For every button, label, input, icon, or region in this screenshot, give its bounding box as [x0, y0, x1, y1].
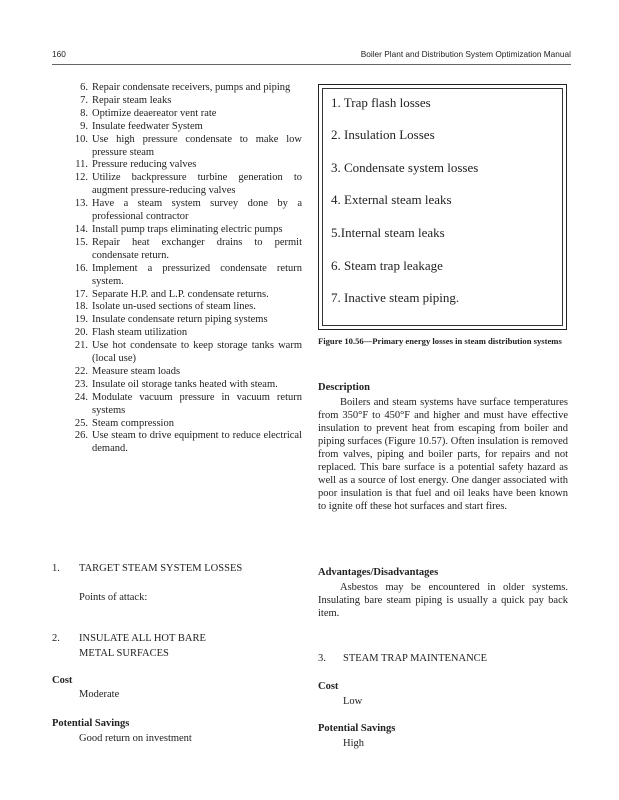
book-title: Boiler Plant and Distribution System Optimization Manual	[360, 49, 571, 59]
list-item: 23. Insulate oil storage tanks heated with steam.	[74, 378, 278, 390]
section1-title: TARGET STEAM SYSTEM LOSSES	[79, 563, 243, 574]
section2-cost-value: Moderate	[79, 689, 120, 700]
list-item: 16. Implement a pressurized condensate return system.	[74, 262, 302, 287]
section2-title-line2: METAL SURFACES	[79, 648, 169, 659]
box-item: 1. Trap flash losses	[331, 95, 431, 110]
list-item: 22. Measure steam loads	[74, 365, 181, 377]
page-number: 160	[52, 49, 66, 59]
section3-cost-label: Cost	[318, 681, 339, 692]
list-item: 20. Flash steam utilization	[74, 327, 188, 339]
section2-cost-label: Cost	[52, 675, 73, 686]
list-item: 24. Modulate vacuum pressure in vacuum return systems	[74, 391, 302, 416]
list-item: 18. Isolate un-used sections of steam lines.	[74, 301, 256, 313]
box-item: 2. Insulation Losses	[331, 127, 435, 142]
advantages-text: Asbestos may be encountered in older systems. Insulating bare steam piping is usually a quick pay back item.	[318, 582, 568, 619]
header-rule	[52, 64, 571, 65]
list-item: 8. Optimize deaereator vent rate	[80, 107, 217, 119]
list-item: 10. Use high pressure condensate to make low pressure steam	[74, 133, 302, 158]
list-item: 6. Repair condensate receivers, pumps and piping	[80, 82, 291, 93]
list-item: 7. Repair steam leaks	[80, 94, 172, 106]
box-item: 6. Steam trap leakage	[331, 258, 443, 273]
list-item: 25. Steam compression	[74, 417, 174, 429]
section3-cost-value: Low	[343, 696, 363, 707]
advantages-heading: Advantages/Disadvantages	[318, 567, 439, 578]
box-item: 3. Condensate system losses	[331, 160, 479, 175]
section3-title: STEAM TRAP MAINTENANCE	[343, 653, 488, 664]
section3-savings-value: High	[343, 738, 364, 749]
box-item: 5.Internal steam leaks	[331, 225, 445, 240]
section2-savings-value: Good return on investment	[79, 733, 192, 744]
section1-subtitle: Points of attack:	[79, 592, 148, 603]
section1-number: 1.	[52, 563, 60, 574]
box-item: 4. External steam leaks	[331, 192, 452, 207]
running-header	[52, 47, 571, 63]
section2-number: 2.	[52, 633, 60, 644]
box-item: 7. Inactive steam piping.	[331, 290, 460, 305]
description-heading: Description	[318, 382, 370, 393]
list-item: 12. Utilize backpressure turbine generation to augment pressure-reducing valves	[74, 172, 302, 197]
list-item: 9. Insulate feedwater System	[80, 120, 203, 132]
figure-caption: Figure 10.56—Primary energy losses in steam distribution systems	[318, 336, 562, 346]
list-item: 21. Use hot condensate to keep storage tanks warm (local use)	[74, 340, 302, 365]
section2-title-line1: INSULATE ALL HOT BARE	[79, 633, 206, 644]
list-item: 13. Have a steam system survey done by a professional contractor	[74, 198, 302, 223]
section2-savings-label: Potential Savings	[52, 718, 130, 729]
list-item: 14. Install pump traps eliminating electric pumps	[74, 223, 283, 235]
list-item: 26. Use steam to drive equipment to reduce electrical demand.	[74, 430, 302, 455]
list-item: 11. Pressure reducing valves	[75, 159, 197, 171]
list-item: 17. Separate H.P. and L.P. condensate returns.	[74, 288, 269, 300]
list-item: 19. Insulate condensate return piping systems	[74, 314, 268, 326]
description-text: Boilers and steam systems have surface temperatures from 350°F to 450°F and higher and must have effective insulation to prevent heat from escaping from boiler and piping surfaces (Figure 10.57). Often insulation is removed from valves, piping and boiler parts, for repairs and not replaced. This bare surface is a potential safety hazard as well as a source of lost energy. One danger associated with poor insulation is that fuel and oil leaks have been known to ignite off these hot surfaces and start fires.	[318, 397, 568, 512]
section3-savings-label: Potential Savings	[318, 723, 396, 734]
figure-box	[318, 84, 567, 330]
section3-number: 3.	[318, 653, 326, 664]
measures-list	[54, 82, 302, 456]
list-item: 15. Repair heat exchanger drains to permit condensate return.	[74, 236, 302, 261]
